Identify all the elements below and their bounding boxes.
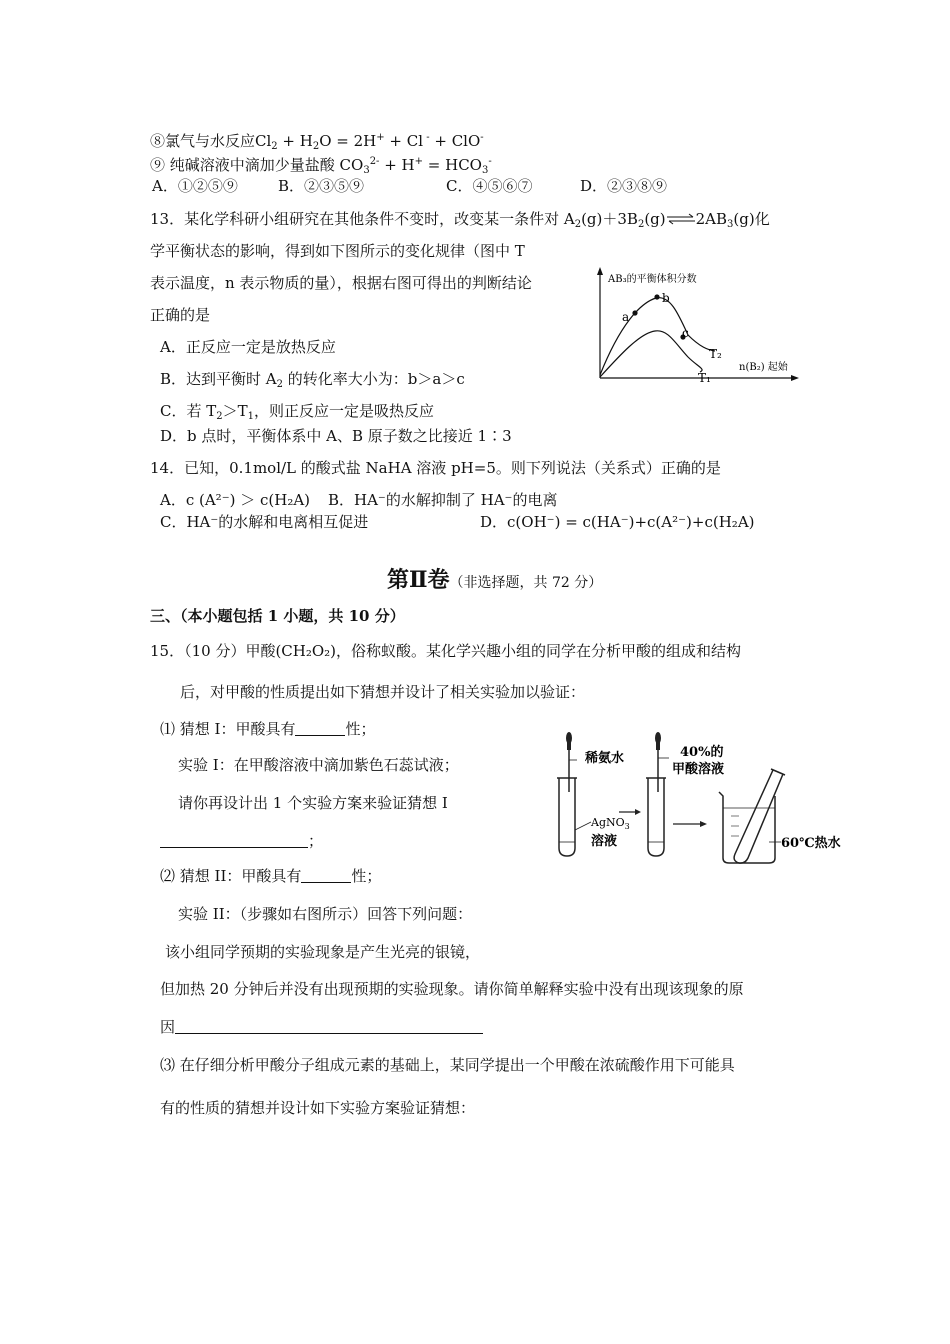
graph-curve-t1-label: T₁ <box>698 371 711 385</box>
q15-guess-3-line-1: ⑶ 在仔细分析甲酸分子组成元素的基础上，某同学提出一个甲酸在浓硫酸作用下可能具 <box>160 1056 735 1074</box>
q13-stem-line-3: 表示温度，n 表示物质的量），根据右图可得出的判断结论 <box>150 274 532 292</box>
curve-t2 <box>600 298 715 375</box>
q12-item-9: ⑨ 纯碱溶液中滴加少量盐酸 $CO_3^{2-} + H^+ = HCO_3^-$ <box>150 156 492 176</box>
silver-mirror-apparatus <box>555 730 855 870</box>
q12-option-d: D．②③⑧⑨ <box>580 177 668 195</box>
q15-guess-3-line-2: 有的性质的猜想并设计如下实验方案验证猜想： <box>160 1099 476 1117</box>
point-a-marker <box>632 310 637 315</box>
test-tube-2-icon <box>646 778 666 856</box>
graph-x-label: n(B₂) 起始 <box>739 362 788 373</box>
part-2-title: 第Ⅱ卷 <box>387 567 450 593</box>
q13-option-a: A．正反应一定是放热反应 <box>160 338 336 356</box>
dropper-2-icon <box>655 732 669 792</box>
q12-option-a: A．①②⑤⑨ <box>152 177 238 195</box>
graph-curve-t2-label: T₂ <box>709 347 722 361</box>
section-3-heading: 三、（本小题包括 1 小题，共 10 分） <box>150 607 405 625</box>
q13-equilibrium-graph <box>590 265 805 390</box>
label-40-percent: 40%的 <box>680 745 724 760</box>
y-axis-arrow-icon <box>597 267 603 275</box>
q14-option-b: B．HA⁻的水解抑制了 HA⁻的电离 <box>328 491 558 509</box>
label-agno3: AgNO$_3$ <box>591 816 630 831</box>
q13-stem-line-1: 13．某化学科研小组研究在其他条件不变时，改变某一条件对 $A_2(g)+3B_2(g)$ $2AB_3(g)$化 <box>150 210 770 230</box>
graph-y-label: AB₃的平衡体积分数 <box>608 274 697 285</box>
q15-experiment-2: 实验 II：（步骤如右图所示）回答下列问题： <box>178 905 473 923</box>
equilibrium-arrow-icon <box>666 210 696 222</box>
test-tube-in-beaker-icon <box>734 769 785 863</box>
graph-point-a-label: a <box>622 310 630 324</box>
q15-expected-result: 该小组同学预期的实验现象是产生光亮的银镜， <box>165 943 481 961</box>
q12-option-c: C．④⑤⑥⑦ <box>446 177 533 195</box>
q15-guess-1: ⑴ 猜想 I：甲酸具有 性； <box>160 720 376 738</box>
point-b-marker <box>654 294 659 299</box>
q12-item-8: ⑧氯气与水反应$Cl_2 + H_2O = 2H^+ + Cl$ - + ClO- <box>150 132 484 152</box>
design-answer-blank[interactable] <box>160 833 308 848</box>
guess-2-answer-blank[interactable] <box>301 868 351 883</box>
q15-reason-line: 因 <box>160 1017 483 1037</box>
q14-option-c: C．HA⁻的水解和电离相互促进 <box>160 513 369 531</box>
q13-option-b: B．达到平衡时 $A_2$ 的转化率大小为：b＞a＞c <box>160 370 465 390</box>
q15-heating-observation: 但加热 20 分钟后并没有出现预期的实验现象。请你简单解释实验中没有出现该现象的原 <box>160 980 744 998</box>
q15-guess-2: ⑵ 猜想 II：甲酸具有 性； <box>160 867 382 885</box>
part-2-subtitle: （非选择题，共 72 分） <box>449 575 603 591</box>
test-tube-1-icon <box>557 778 577 856</box>
reason-answer-blank[interactable] <box>175 1019 483 1034</box>
q12-option-b: B．②③⑤⑨ <box>278 177 365 195</box>
q13-option-d: D．b 点时，平衡体系中 A、B 原子数之比接近 1∶3 <box>160 427 512 445</box>
label-formic-acid-solution: 甲酸溶液 <box>672 762 725 777</box>
part-2-heading <box>387 566 602 597</box>
q13-stem-line-2: 学平衡状态的影响，得到如下图所示的变化规律（图中 T <box>150 242 525 260</box>
q15-design-answer-line: ； <box>160 831 323 851</box>
q13-stem-line-4: 正确的是 <box>150 306 211 324</box>
q14-stem: 14．已知，0.1mol/L 的酸式盐 NaHA 溶液 pH=5。则下列说法（关系式）正确的是 <box>150 459 721 477</box>
q15-experiment-1: 实验 I：在甲酸溶液中滴加紫色石蕊试液； <box>178 756 459 774</box>
q14-option-d: D．c(OH⁻) = c(HA⁻)+c(A²⁻)+c(H₂A) <box>480 513 755 531</box>
label-hot-water: 60℃热水 <box>781 836 841 851</box>
q14-option-a: A．c (A²⁻) ＞ c(H₂A) <box>160 491 311 509</box>
q15-stem-line-2: 后，对甲酸的性质提出如下猜想并设计了相关实验加以验证： <box>180 683 586 701</box>
label-dilute-ammonia: 稀氨水 <box>585 751 625 766</box>
graph-point-c-label: c <box>682 326 689 340</box>
guess-1-answer-blank[interactable] <box>295 721 345 736</box>
label-agno3-solution: 溶液 <box>591 834 618 849</box>
q13-option-c: C．若 $T_2>T_1$，则正反应一定是吸热反应 <box>160 402 435 422</box>
q15-stem-line-1: 15．（10 分）甲酸(CH₂O₂)，俗称蚁酸。某化学兴趣小组的同学在分析甲酸的组成和结构 <box>150 642 742 660</box>
x-axis-arrow-icon <box>791 375 799 381</box>
graph-point-b-label: b <box>662 291 670 305</box>
q15-design-prompt: 请你再设计出 1 个实验方案来验证猜想 I <box>178 794 448 812</box>
